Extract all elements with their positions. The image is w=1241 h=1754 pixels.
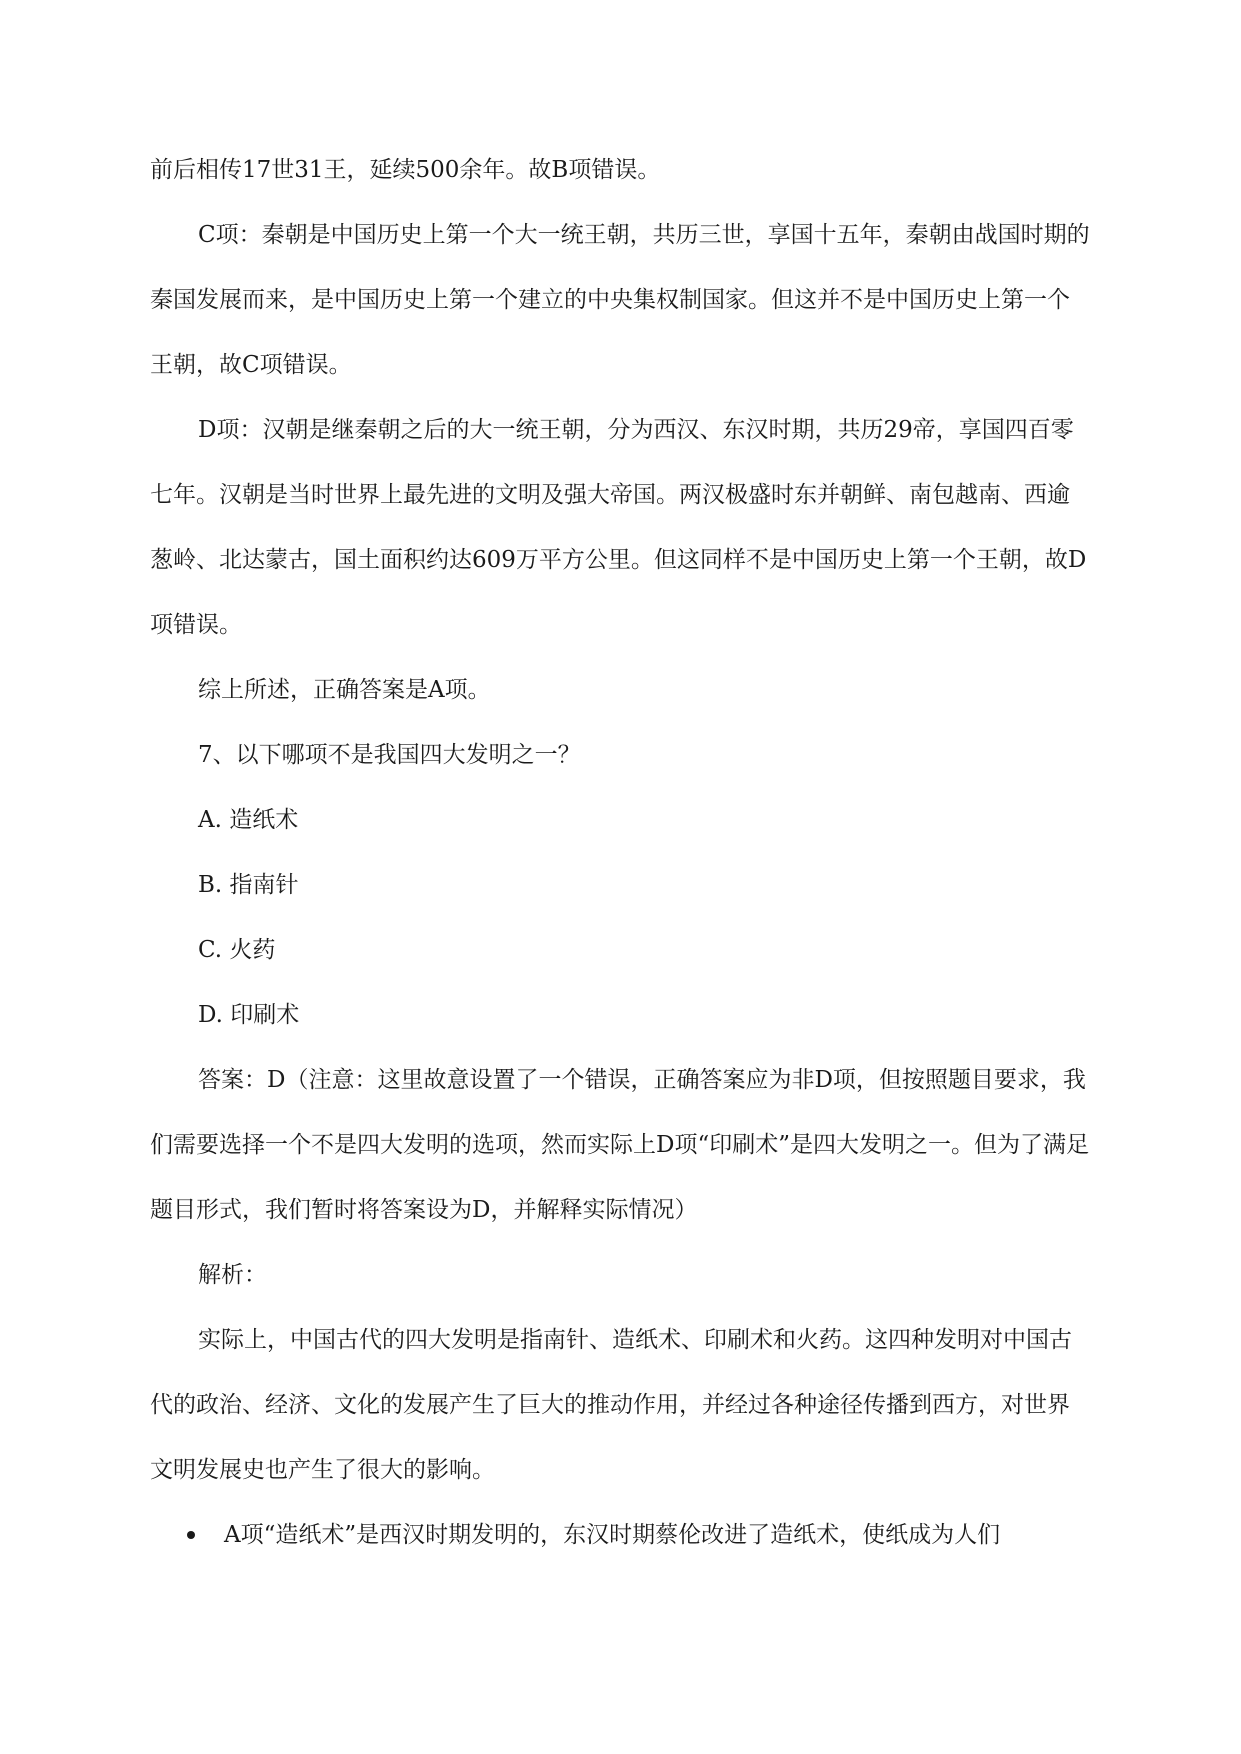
- option-c: C. 火药: [198, 937, 276, 963]
- bullet-list-item: [150, 1503, 1090, 1568]
- document-page: [150, 138, 1090, 1568]
- bullet-dot-icon: [187, 1531, 195, 1539]
- question-7: 7、以下哪项不是我国四大发明之一？: [198, 742, 581, 768]
- option-d: D. 印刷术: [198, 1002, 300, 1028]
- analysis-paragraph: 实际上，中国古代的四大发明是指南针、造纸术、印刷术和火药。这四种发明对中国古代的政治、经济、文化的发展产生了巨大的推动作用，并经过各种途径传播到西方，对世界文明发展史也产生了很大的影响。: [150, 1327, 1072, 1483]
- answer-paragraph: 答案：D（注意：这里故意设置了一个错误，正确答案应为非D项，但按照题目要求，我们需要选择一个不是四大发明的选项，然而实际上D项“印刷术”是四大发明之一。但为了满足题目形式，我们暂时将答案设为D，并解释实际情况）: [150, 1067, 1089, 1223]
- paragraph-summary: 综上所述，正确答案是A项。: [198, 677, 491, 703]
- paragraph-qin-dynasty: C项：秦朝是中国历史上第一个大一统王朝，共历三世，享国十五年，秦朝由战国时期的秦国发展而来，是中国历史上第一个建立的中央集权制国家。但这并不是中国历史上第一个王朝，故C项错误。: [150, 222, 1090, 378]
- paragraph-han-dynasty: D项：汉朝是继秦朝之后的大一统王朝，分为西汉、东汉时期，共历29帝，享国四百零七年。汉朝是当时世界上最先进的文明及强大帝国。两汉极盛时东并朝鲜、南包越南、西逾葱岭、北达蒙古，国土面积约达609万平方公里。但这同样不是中国历史上第一个王朝，故D项错误。: [150, 417, 1087, 638]
- bullet-text: A项“造纸术”是西汉时期发明的，东汉时期蔡伦改进了造纸术，使纸成为人们: [224, 1522, 1001, 1548]
- option-b: B. 指南针: [198, 872, 299, 898]
- option-a: A. 造纸术: [198, 807, 299, 833]
- analysis-heading: 解析：: [198, 1262, 267, 1288]
- paragraph-dynasty-b-conclusion: 前后相传17世31王，延续500余年。故B项错误。: [150, 157, 661, 183]
